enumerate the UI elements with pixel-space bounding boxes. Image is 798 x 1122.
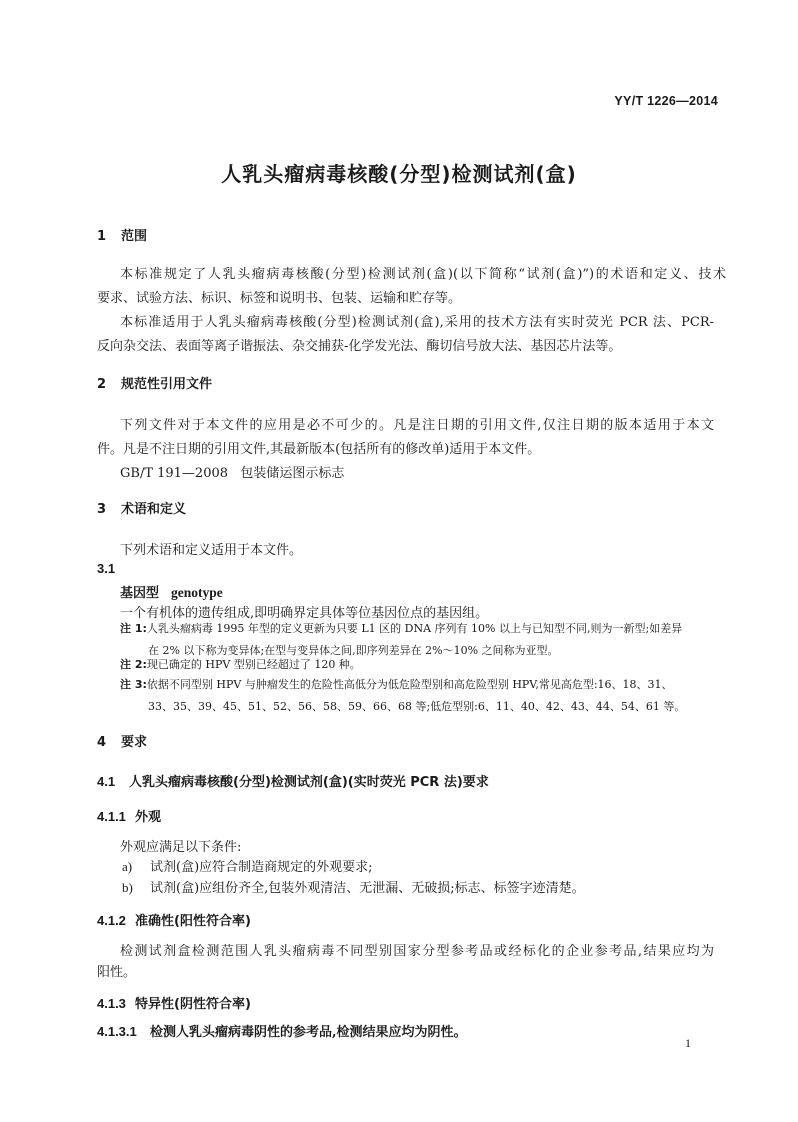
subsection-title: 外观 [135,810,162,825]
note-label: 注 2: [120,658,147,671]
document-title: 人乳头瘤病毒核酸(分型)检测试剂(盒) [221,162,577,186]
section-title: 要求 [121,735,148,750]
list-item-text: 试剂(盒)应组份齐全,包装外观清洁、无泄漏、无破损;标志、标签字迹清楚。 [150,881,585,896]
text-line: 下列术语和定义适用于本文件。 [120,543,303,558]
section-number: 1 [97,229,107,244]
note-2 [120,654,710,676]
subsection-4-1-2-heading [97,910,251,929]
paragraph [120,414,714,433]
section-2-heading [97,373,212,392]
normative-reference: GB/T 191—2008 包装储运图示标志 [120,466,345,481]
term-english: genotype [171,585,223,600]
section-1-heading [97,225,147,244]
list-marker: b) [122,880,133,895]
subsection-number: 4.1 [97,774,116,789]
note-text: 在 2% 以下称为变异体;在型与变异体之间,即序列差异在 2%～10% 之间称为亚型。 [148,644,559,657]
note-text: 人乳头瘤病毒 1995 年型的定义更新为只要 L1 区的 DNA 序列有 10% 以上与已知型不同,则为一新型;如差异 [146,622,683,635]
paragraph [120,263,726,282]
section-title: 规范性引用文件 [121,377,213,392]
section-number: 2 [97,377,107,392]
text-line: 要求、试验方法、标识、标签和说明书、包装、运输和贮存等。 [97,291,462,306]
section-title: 范围 [121,229,148,244]
subsection-4-1-3-heading [97,993,251,1012]
term-definition: 一个有机体的遗传组成,即明确界定具体等位基因位点的基因组。 [120,606,489,621]
note-label: 注 3: [120,678,147,691]
subsection-text: 检测人乳头瘤病毒阴性的参考品,检测结果应均为阴性。 [150,1025,467,1040]
section-4-heading [97,731,147,750]
subsection-4-1-3-1 [97,1021,467,1040]
text-line: 反向杂交法、表面等离子谐振法、杂交捕获-化学发光法、酶切信号放大法、基因芯片法等。 [97,339,622,354]
paragraph [120,940,714,959]
subsection-4-1-1-heading [97,806,161,825]
subsection-number: 4.1.2 [97,913,126,928]
subsection-title: 人乳头瘤病毒核酸(分型)检测试剂(盒)(实时荧光 PCR 法)要求 [129,775,489,790]
section-number: 4 [97,735,107,750]
note-3 [120,674,710,718]
subsection-4-1-heading [97,771,489,790]
term-entry [120,582,223,601]
text-line: 本标准规定了人乳头瘤病毒核酸(分型)检测试剂(盒)(以下简称“试剂(盒)”)的术语和定义、技术 [120,267,726,282]
list-item [122,877,585,896]
subsection-number: 3.1 [97,561,116,576]
list-marker: a) [122,859,133,874]
page-number: 1 [685,1036,691,1050]
list-item-text: 试剂(盒)应符合制造商规定的外观要求; [150,860,373,875]
note-label: 注 1: [120,622,147,635]
subsection-number: 4.1.3 [97,996,126,1011]
text-line: 下列文件对于本文件的应用是必不可少的。凡是注日期的引用文件,仅注日期的版本适用于本文 [120,418,714,433]
subsection-title: 特异性(阴性符合率) [135,997,251,1012]
paragraph [120,311,714,330]
section-number: 3 [97,502,107,517]
text-line: 件。凡是不注日期的引用文件,其最新版本(包括所有的修改单)适用于本文件。 [97,442,541,457]
text-line: 本标准适用于人乳头瘤病毒核酸(分型)检测试剂(盒),采用的技术方法有实时荧光 PCR 法、PCR- [120,315,714,330]
term-chinese: 基因型 [120,586,160,601]
subsection-number: 4.1.1 [97,809,126,824]
text-line: 检测试剂盒检测范围人乳头瘤病毒不同型别国家分型参考品或经标化的企业参考品,结果应均为 [120,944,714,959]
subsection-number: 4.1.3.1 [97,1024,137,1039]
text-line: 阳性。 [97,965,137,980]
list-item [122,856,373,875]
section-3-heading [97,498,186,517]
subsection-title: 准确性(阳性符合率) [135,914,251,929]
note-text: 33、35、39、45、51、52、56、58、59、66、68 等;低危型别:6、11、40、42、43、44、54、61 等。 [148,700,686,713]
section-title: 术语和定义 [121,502,187,517]
standard-number: YY/T 1226—2014 [614,94,718,108]
note-text: 依据不同型别 HPV 与肿瘤发生的危险性高低分为低危险型别和高危险型别 HPV,常见高危型:16、18、31、 [146,678,673,691]
note-text: 现已确定的 HPV 型别已经超过了 120 种。 [146,658,361,671]
text-line: 外观应满足以下条件: [120,840,242,855]
